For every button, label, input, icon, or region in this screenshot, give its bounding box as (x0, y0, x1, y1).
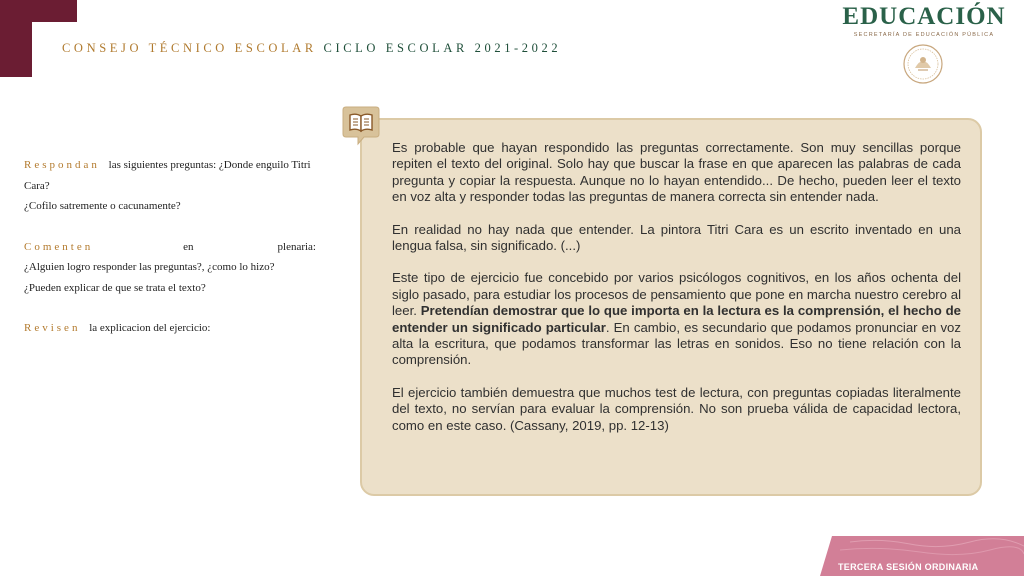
comenten-text-3: ¿Pueden explicar de que se trata el texto? (24, 281, 206, 294)
revisen-text-1: la explicacion del ejercicio: (89, 322, 211, 334)
instructions-column (24, 155, 316, 339)
explanation-paragraph-1: Es probable que hayan respondido las preguntas correctamente. Son muy sencillas porque repiten el texto del original. Solo hay que buscar la frase en que aparecen las palabras de cada pregunta y copiar la respuesta. Aunque no lo hayan entendido... De hecho, pueden leer el texto en voz alta y responder todas las preguntas de manera correcta sin entender nada. (392, 140, 961, 205)
instruction-revisen (24, 318, 316, 339)
comenten-text-2: ¿Alguien logro responder las preguntas?, ¿como lo hizo? (24, 261, 275, 273)
instruction-comenten (24, 237, 316, 258)
respondan-text-1: las siguientes preguntas: ¿Donde enguilo Titri Cara? (24, 159, 311, 192)
paragraph-3-bold: Pretendían demostrar que lo que importa en la lectura es la comprensión, el hecho de entender un significado particular (392, 303, 961, 335)
national-seal-icon (898, 42, 948, 86)
sep-logo (829, 4, 1019, 38)
logo-wordmark: EDUCACIÓN (842, 3, 1006, 30)
header-title-council: CONSEJO TÉCNICO ESCOLAR (62, 41, 317, 55)
instruction-respondan (24, 155, 316, 196)
verb-comenten: Comenten (24, 240, 94, 253)
respondan-text-2: ¿Cofilo satremente o cacunamente? (24, 200, 181, 212)
paragraph-3-end: . En cambio, es secundario que podamos pronunciar en voz alta la escritura, que podamos transformar las letras en sonidos. Eso no tiene relación con la comprensión. (392, 319, 961, 368)
paragraph-3-start: Este tipo de ejercicio fue concebido por varios psicólogos cognitivos, en los años ochenta del siglo pasado, para estudiar los procesos de pensamiento que pone en marcha nuestro cerebro al leer. (392, 270, 961, 319)
header-title (62, 41, 561, 56)
logo-subtitle: SECRETARÍA DE EDUCACIÓN PÚBLICA (853, 32, 995, 38)
explanation-paragraph-2: En realidad no hay nada que entender. La pintora Titri Cara es un escrito inventado en una lengua falsa, sin significado. (...) (392, 221, 961, 254)
verb-respondan: Respondan (24, 159, 100, 171)
explanation-paragraph-3 (392, 270, 961, 368)
verb-revisen: Revisen (24, 322, 81, 334)
explanation-text (392, 140, 961, 450)
footer-session-label: TERCERA SESIÓN ORDINARIA (838, 562, 979, 572)
explanation-paragraph-4: El ejercicio también demuestra que muchos test de lectura, con preguntas copiadas literalmente del texto, no servían para evaluar la comprensión. No son prueba válida de capacidad lectora, como en este caso. (Cassany, 2019, pp. 12-13) (392, 384, 961, 433)
open-book-icon (342, 104, 380, 146)
comenten-text-1: en plenaria: (183, 240, 316, 253)
header-title-cycle: CICLO ESCOLAR 2021-2022 (323, 41, 562, 55)
